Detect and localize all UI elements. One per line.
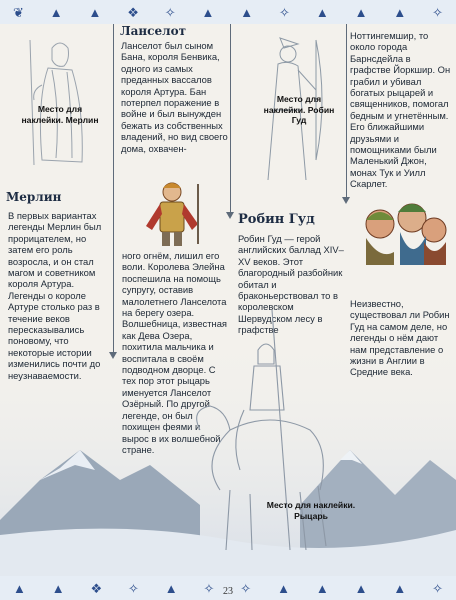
- hound-silhouette-icon: ▲: [240, 4, 254, 20]
- fish-silhouette-icon: ❖: [127, 4, 139, 20]
- header-silhouette-band: [0, 0, 456, 24]
- merlin-heading: Мерлин: [6, 190, 62, 204]
- lancelot-text-top: Ланселот был сыном Бана, короля Бенвика, одного из самых преданных вассалов короля Артура. Бан потерпел поражение в войне и был вынужден бежать из собственных владений, но вид своего дома, охвачен-: [121, 40, 228, 154]
- wolf-silhouette-icon: ▲: [354, 4, 368, 20]
- knight-silhouette-icon: ▲: [315, 4, 329, 20]
- column-divider-arrow: [226, 212, 234, 219]
- lancelot-text-bottom: ного огнём, лишил его воли. Королева Элейна поспешила на помощь супругу, оставив малолетнего Ланселота на берегу озера. Волшебница, известная как Дева Озера, похитила мальчика и воспитала в своём подводном дворце. С тех пор этот рыцарь именуется Ланселот Озёрный. По другой легенде, он был похищен феями и вырос в их волшебной стране.: [122, 250, 228, 455]
- fish-silhouette-icon: ❖: [90, 580, 103, 596]
- merry-men-illustration: [356, 190, 451, 265]
- wolf-silhouette-icon: ▲: [164, 580, 178, 596]
- owl-silhouette-icon: ▲: [88, 4, 102, 20]
- bird-silhouette-icon: ✧: [432, 580, 443, 596]
- deer-silhouette-icon: ▲: [393, 4, 407, 20]
- robin-hood-heading: Робин Гуд: [238, 212, 315, 227]
- knight-on-horse-illustration: [160, 310, 360, 560]
- ram-silhouette-icon: ▲: [51, 580, 65, 596]
- bird-silhouette-icon: ✧: [432, 4, 443, 20]
- lancelot-knight-illustration: [132, 178, 214, 248]
- deer-silhouette-icon: ▲: [12, 580, 26, 596]
- horse-silhouette-icon: ▲: [49, 4, 63, 20]
- merlin-text: В первых вариантах легенды Мерлин был прорицателем, но затем его роль возросла, и он стал магом и советником короля Артура. Легенды о короле Артуре столько раз в течение веков пересказывались поновому, что некоторые истории изменились почти до неузнаваемости.: [8, 210, 102, 381]
- bird-silhouette-icon: ✧: [240, 580, 252, 596]
- robin-hood-text: Робин Гуд — герой английских баллад XIV–XV веков. Этот благородный разбойник обитал и браконьерствовал то в королевском Шервудском лесу в графстве: [238, 233, 344, 336]
- fox-silhouette-icon: ▲: [201, 4, 215, 20]
- swan-silhouette-icon: ✧: [127, 580, 139, 596]
- column-divider-arrow: [342, 197, 350, 204]
- column-divider: [113, 24, 114, 354]
- column-divider: [230, 24, 231, 214]
- robin-hood-sticker-placeholder: Место для наклейки. Робин Гуд: [263, 94, 335, 125]
- merlin-sticker-placeholder: Место для наклейки. Мерлин: [21, 104, 99, 125]
- leaf-icon: ❦: [12, 4, 24, 20]
- bird-silhouette-icon: ✧: [164, 4, 176, 20]
- dove-silhouette-icon: ✧: [279, 4, 290, 20]
- robin-hood-text-column4: Ноттингемшир, то около города Барнсдейла в графстве Йоркшир. Он грабил и убивал богатых рыцарей и священников, помогал бедным и угнетённым. Его ближайшими друзьями и помощниками были Маленький Джон, монах Тук и Уилл Скарлет.: [350, 30, 451, 190]
- merlin-sketch-illustration: [12, 30, 107, 170]
- hound-silhouette-icon: ▲: [354, 580, 368, 596]
- column-divider: [346, 24, 347, 199]
- robin-hood-text-conclusion: Неизвестно, существовал ли Робин Гуд на самом деле, но легенды о нём дают нам представление о жизни в Англии в Средние века.: [350, 298, 450, 378]
- lancelot-heading: Ланселот: [120, 24, 187, 38]
- cat-silhouette-icon: ▲: [315, 580, 329, 596]
- horse-silhouette-icon: ▲: [277, 580, 290, 596]
- page-number: 23: [223, 586, 233, 597]
- column-divider-arrow: [109, 352, 117, 359]
- eagle-silhouette-icon: ✧: [203, 580, 215, 596]
- knight-sticker-placeholder: Место для наклейки. Рыцарь: [266, 500, 356, 521]
- hare-silhouette-icon: ▲: [393, 580, 407, 596]
